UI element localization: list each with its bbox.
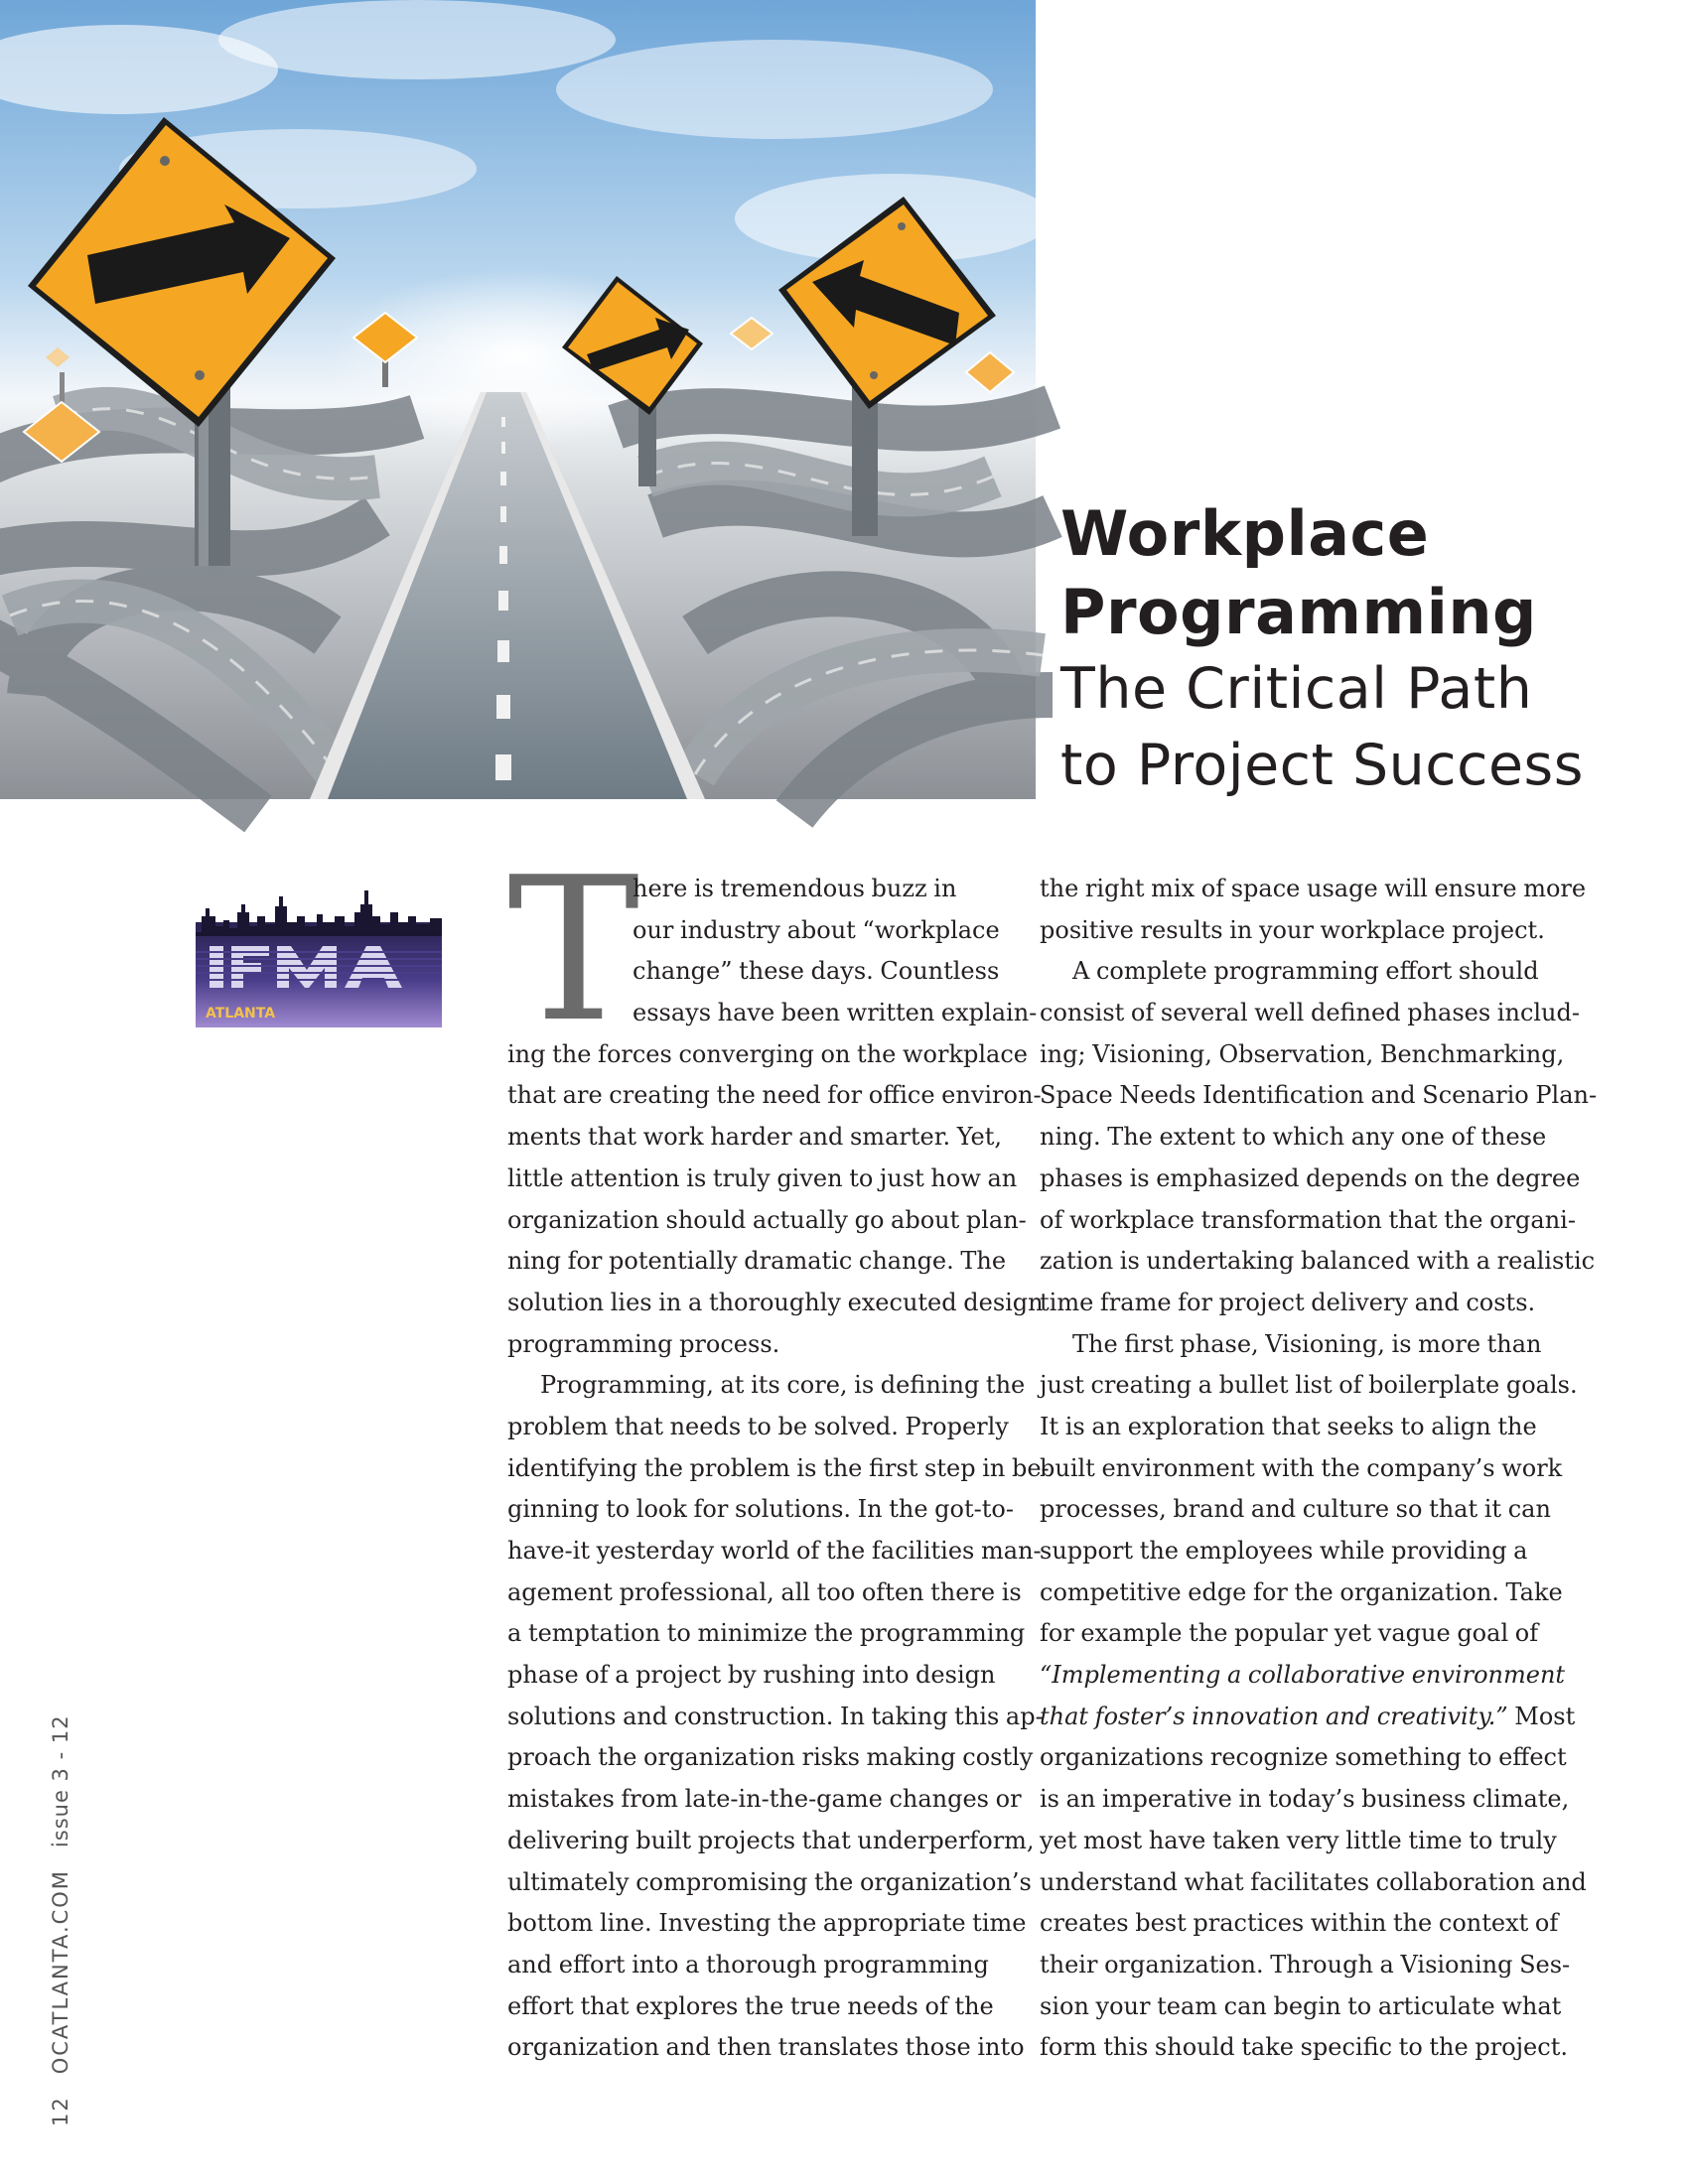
body-line: delivering built projects that underperform,: [507, 1826, 1035, 1854]
body-line: problem that needs to be solved. Properly: [507, 1412, 1009, 1440]
body-line: organizations recognize something to effect: [1040, 1743, 1567, 1772]
body-line: phase of a project by rushing into design: [507, 1661, 996, 1690]
logo-city-label: ATLANTA: [206, 1006, 276, 1022]
body-line: a temptation to minimize the programming: [507, 1619, 1026, 1648]
article-title-block: [1060, 494, 1676, 804]
body-line: zation is undertaking balanced with a realistic: [1040, 1247, 1596, 1276]
body-line: just creating a bullet list of boilerplate goals.: [1040, 1371, 1578, 1400]
body-line: bottom line. Investing the appropriate time: [507, 1909, 1027, 1938]
body-line: creates best practices within the context of: [1040, 1909, 1559, 1938]
body-line: consist of several well defined phases includ-: [1040, 999, 1580, 1027]
body-line: organization and then translates those into: [507, 2033, 1025, 2062]
body-line: Space Needs Identification and Scenario Plan-: [1040, 1081, 1598, 1110]
body-line: the right mix of space usage will ensure more: [1040, 875, 1587, 902]
body-line: sion your team can begin to articulate what: [1040, 1991, 1562, 2020]
body-line: for example the popular yet vague goal of: [1040, 1619, 1539, 1648]
article-column-right: [1040, 869, 1598, 2069]
body-line: yet most have taken very little time to truly: [1040, 1826, 1557, 1854]
body-line: built environment with the company’s work: [1040, 1453, 1563, 1482]
page-folio: [49, 1714, 72, 2126]
body-line: proach the organization risks making costly: [507, 1743, 1034, 1772]
body-line: agement professional, all too often there is: [507, 1577, 1022, 1606]
body-line: have-it yesterday world of the facilities man-: [507, 1537, 1042, 1565]
body-line: is an imperative in today’s business climate,: [1040, 1785, 1570, 1814]
body-line: form this should take specific to the project.: [1040, 2033, 1568, 2062]
ifma-atlanta-logo: [196, 887, 442, 1027]
body-line: understand what facilitates collaboration and: [1040, 1867, 1587, 1896]
body-line: that are creating the need for office environ-: [507, 1081, 1042, 1110]
body-line: ing the forces converging on the workplace: [507, 1039, 1028, 1068]
body-line: ning. The extent to which any one of these: [1040, 1123, 1547, 1152]
body-line: ginning to look for solutions. In the got-to-: [507, 1495, 1014, 1524]
body-line: ing; Visioning, Observation, Benchmarking,: [1040, 1039, 1565, 1068]
page-number: 12: [49, 2096, 72, 2126]
article-subtitle-line-2: to Project Success: [1060, 733, 1584, 798]
quote-fragment: that foster’s innovation and creativity.”: [1040, 1702, 1508, 1730]
body-fragment: Most: [1507, 1702, 1576, 1730]
body-line: Programming, at its core, is defining the: [540, 1371, 1026, 1400]
body-line: identifying the problem is the first step in be-: [507, 1453, 1050, 1482]
body-line: organization should actually go about plan-: [507, 1205, 1027, 1234]
body-line: solutions and construction. In taking this ap-: [507, 1702, 1044, 1730]
body-line: time frame for project delivery and costs.: [1040, 1288, 1536, 1316]
body-line: ultimately compromising the organization’s: [507, 1867, 1032, 1896]
body-line-quote: “Implementing a collaborative environment: [1040, 1661, 1566, 1690]
body-line: of workplace transformation that the organi-: [1040, 1205, 1576, 1234]
body-line: effort that explores the true needs of the: [507, 1991, 994, 2020]
body-line: A complete programming effort should: [1072, 957, 1539, 986]
body-line: processes, brand and culture so that it can: [1040, 1495, 1551, 1524]
body-line: our industry about “workplace: [633, 915, 1000, 944]
body-line: change” these days. Countless: [633, 957, 1000, 986]
body-line: here is tremendous buzz in: [633, 875, 957, 902]
svg-text:T: T: [507, 835, 640, 1066]
body-line: positive results in your workplace project.: [1040, 915, 1545, 944]
article-column-left: [507, 869, 1050, 2069]
article-subtitle-line-1: The Critical Path: [1060, 656, 1533, 722]
body-line: essays have been written explain-: [633, 999, 1038, 1027]
issue-label: issue 3 - 12: [49, 1714, 72, 1848]
body-line: their organization. Through a Visioning Ses-: [1040, 1950, 1571, 1979]
body-line: little attention is truly given to just how an: [507, 1163, 1018, 1192]
body-line: ments that work harder and smarter. Yet,: [507, 1123, 1003, 1152]
body-line: mistakes from late-in-the-game changes or: [507, 1785, 1022, 1814]
body-line: phases is emphasized depends on the degree: [1040, 1163, 1581, 1192]
site-name: OCATLANTA.COM: [49, 1869, 72, 2075]
body-line: The first phase, Visioning, is more than: [1072, 1329, 1542, 1358]
article-title-line-2: Programming: [1060, 576, 1537, 648]
article-title-line-1: Workplace: [1060, 497, 1430, 570]
body-line: and effort into a thorough programming: [507, 1950, 989, 1979]
body-line: solution lies in a thoroughly executed design: [507, 1288, 1044, 1316]
body-line: It is an exploration that seeks to align the: [1040, 1412, 1537, 1440]
body-line: [1040, 1697, 1576, 1738]
body-line: programming process.: [507, 1329, 780, 1358]
body-line: ning for potentially dramatic change. The: [507, 1247, 1007, 1276]
hero-illustration: [0, 0, 1036, 799]
body-line: competitive edge for the organization. Take: [1040, 1577, 1563, 1606]
road-signs-image: [0, 0, 1036, 799]
body-line: support the employees while providing a: [1040, 1537, 1528, 1565]
